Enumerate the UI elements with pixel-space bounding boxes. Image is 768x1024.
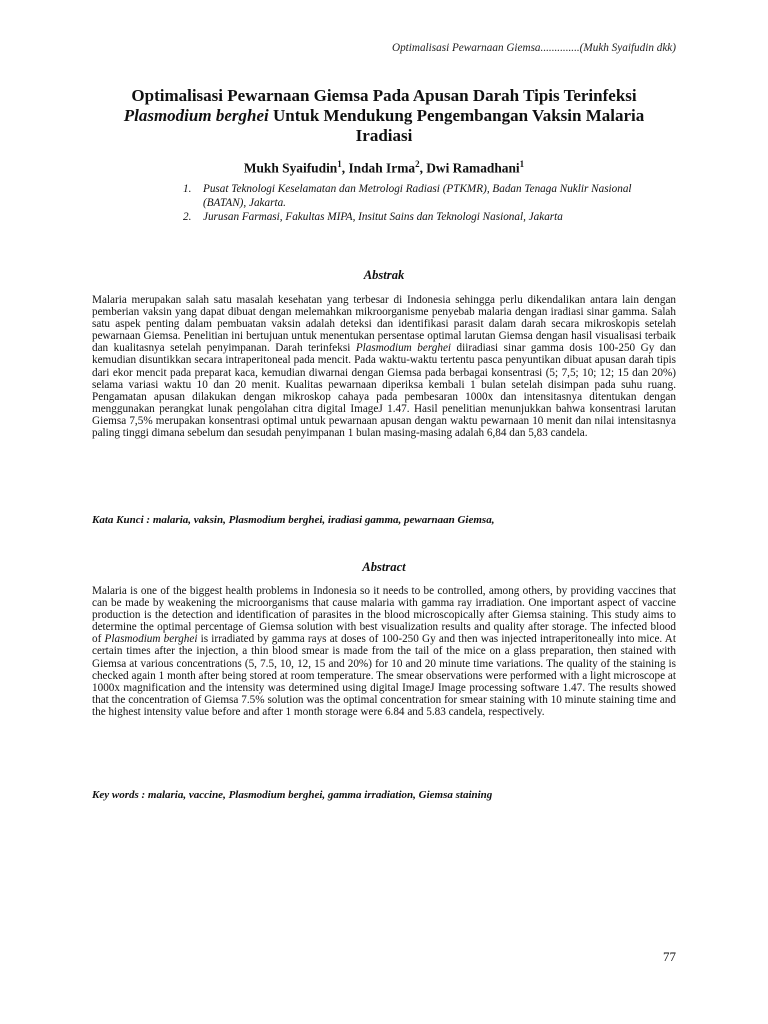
affiliation-number: 2. bbox=[183, 211, 192, 223]
running-header: Optimalisasi Pewarnaan Giemsa..............(Mukh Syaifudin dkk) bbox=[391, 42, 676, 54]
abstract-text-part-1: Malaria is one of the biggest health problems in Indonesia so it needs to be controlled, among others, by providing vaccines that can be made by weakening the microorganisms that cause malaria with gamma ray irradiation. One important aspect of vaccine production is the detection and identification of parasites in the blood microscopically after Giemsa staining. This study aims to determine the optimal percentage of Giemsa solution with best visualization results and quality after storage. The infected blood of bbox=[92, 585, 676, 646]
kata-kunci: Kata Kunci : malaria, vaksin, Plasmodium berghei, iradiasi gamma, pewarnaan Giemsa, bbox=[92, 514, 495, 526]
abstrak-species: Plasmodium berghei bbox=[355, 342, 452, 355]
abstract-heading: Abstract bbox=[362, 560, 406, 574]
title-line-2 bbox=[92, 106, 676, 126]
abstract-species: Plasmodium berghei bbox=[104, 633, 198, 646]
abstrak-text-part-2: diiradiasi sinar gamma dosis 100-250 Gy dan kemudian disuntikkan secara intraperitoneal pada mencit. Pada waktu-waktu tertentu pasca penyuntikan dibuat apusan darah tipis dari ekor mencit pada preparat kaca, kemudian diwarnai dengan Giemsa pada berbagai konsentrasi (5; 7,5; 10; 12; 15 dan 20%) selama variasi waktu 10 dan 20 menit. Kualitas pewarnaan diperiksa kembali 1 bulan setelah disimpan pada suhu ruang. Pengamatan apusan dilakukan dengan mikroskop cahaya pada pembesaran 1000x dan intensitasnya ditentukan dengan menggunakan perangkat lunak pengolahan citra digital ImageJ 1.47. Hasil penelitian menunjukkan bahwa konsentrasi larutan Giemsa 7,5% merupakan konsentrasi optimal untuk pewarnaan apusan dengan waktu pewarnaan 10 menit dan nilai intensitasnya paling tinggi dimana sebelum dan sesudah penyimpanan 1 bulan masing-masing adalah 6,84 dan 5,83 candela. bbox=[92, 342, 676, 440]
author-separator: , bbox=[419, 160, 427, 176]
paper-title bbox=[92, 86, 676, 146]
key-words: Key words : malaria, vaccine, Plasmodium berghei, gamma irradiation, Giemsa staining bbox=[92, 789, 493, 801]
affiliation-item bbox=[183, 210, 653, 224]
author-separator: , bbox=[341, 160, 349, 176]
author-list bbox=[92, 159, 676, 176]
author-name: Indah Irma bbox=[348, 160, 416, 176]
affiliation-list bbox=[183, 182, 653, 224]
affiliation-number: 1. bbox=[183, 183, 192, 195]
abstract-text-part-2: is irradiated by gamma rays at doses of 100-250 Gy and then was injected intraperitoneally into mice. At certain times after the injection, a thin blood smear is made from the tail of the mice on a glass preparation, then stained with Giemsa at various concentrations (5, 7.5, 10, 12, 15 and 20%) for 10 and 20 minute time variations. The quality of the staining is checked again 1 month after being stored at room temperature. The smear observations were performed with a light microscope at 1000x magnification and the intensity was determined using digital ImageJ Image processing software 1.47. The results showed that the concentration of Giemsa 7.5% solution was the optimal concentration for smear staining with 10 minute staining time and the highest intensity value before and after 1 month storage were 6.84 and 5.83 candela, respectively. bbox=[92, 633, 676, 718]
author-affiliation-mark: 1 bbox=[337, 159, 342, 169]
abstrak-text-part-1: Malaria merupakan salah satu masalah kesehatan yang terbesar di Indonesia sehingga perlu dikendalikan antara lain dengan pemberian vaksin yang dapat dibuat dengan melemahkan mikroorganisme penyebab malaria dengan iradiasi sinar gamma. Salah satu aspek penting dalam pembuatan vaksin adalah deteksi dan identifikasi parasit dalam darah secara mikroskopis setelah pewarnaan Giemsa. Penelitian ini bertujuan untuk menentukan persentase optimal larutan Giemsa dengan hasil visualisasi terbaik dan kualitasnya setelah penyimpanan. Darah terinfeksi bbox=[92, 294, 676, 355]
abstrak-body bbox=[92, 294, 676, 439]
abstract-body bbox=[92, 585, 676, 718]
author-affiliation-mark: 2 bbox=[415, 159, 420, 169]
author-affiliation-mark: 1 bbox=[519, 159, 525, 169]
title-species: Plasmodium berghei bbox=[123, 106, 269, 125]
title-line-1: Optimalisasi Pewarnaan Giemsa Pada Apusan Darah Tipis Terinfeksi bbox=[131, 86, 637, 105]
affiliation-text: Jurusan Farmasi, Fakultas MIPA, Insitut Sains dan Teknologi Nasional, Jakarta bbox=[203, 211, 563, 223]
abstrak-heading: Abstrak bbox=[363, 268, 405, 282]
author-name: Dwi Ramadhani bbox=[426, 160, 520, 176]
author-name: Mukh Syaifudin bbox=[243, 160, 338, 176]
affiliation-text: Pusat Teknologi Keselamatan dan Metrologi Radiasi (PTKMR), Badan Tenaga Nuklir Nasional (BATAN), Jakarta. bbox=[203, 183, 632, 209]
title-line-3: Iradiasi bbox=[355, 126, 413, 145]
title-line-2-rest: Untuk Mendukung Pengembangan Vaksin Malaria bbox=[268, 106, 645, 125]
page-number: 77 bbox=[663, 949, 676, 964]
affiliation-item bbox=[183, 182, 653, 210]
